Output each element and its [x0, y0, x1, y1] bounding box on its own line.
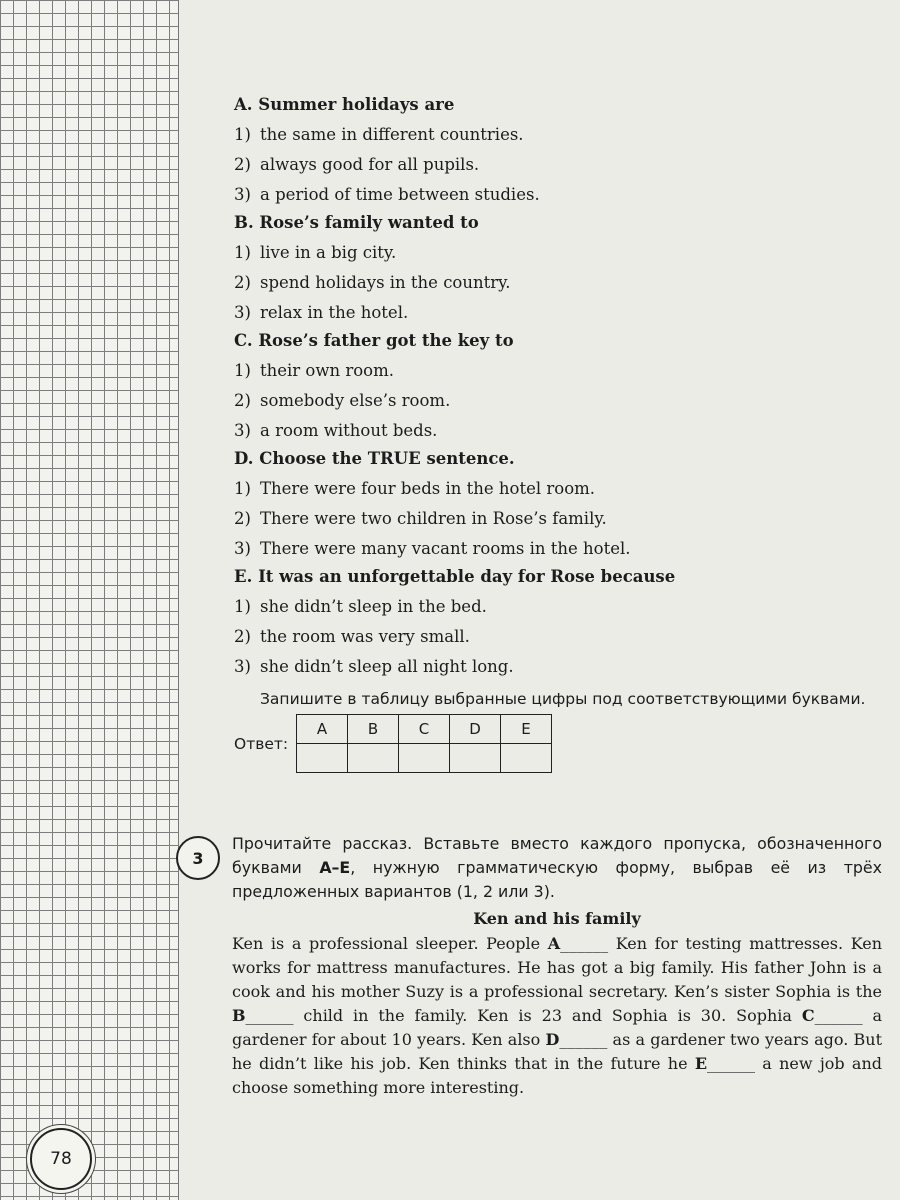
question-a: [234, 92, 880, 210]
option: 2) There were two children in Rose’s family.: [234, 509, 607, 528]
question-heading: E. It was an unforgettable day for Rose because: [234, 567, 676, 586]
gap-d: D: [545, 1030, 560, 1049]
answer-cell[interactable]: [501, 744, 552, 773]
option: 1) the same in different countries.: [234, 125, 524, 144]
answer-row: [234, 714, 880, 773]
answer-header: A: [297, 715, 348, 744]
answer-cell[interactable]: [450, 744, 501, 773]
option: 2) the room was very small.: [234, 627, 470, 646]
story-text: Ken is a professional sleeper. People A______ Ken for testing mattresses. Ken works for mattress manufactures. He has got a big family. His father John is a cook and his mother Suzy is a professional secretary. Ken’s sister Sophia is the B______ child in the family. Ken is 23 and Sophia is 30. Sophia C______ a gardener for about 10 years. Ken also D______ as a gardener two years ago. But he didn’t like his job. Ken thinks that in the future he E______ a new job and choose something more interesting.: [232, 934, 883, 1097]
task-3: [176, 832, 882, 1100]
questions-block: [234, 92, 880, 773]
task-instruction: Прочитайте рассказ. Вставьте вместо каждого пропуска, обозначенного буквами A–E, нужную грамматическую форму, выбрав её из трёх предложенных вариантов (1, 2 или 3).: [232, 834, 882, 901]
question-b: [234, 210, 880, 328]
question-heading: C. Rose’s father got the key to: [234, 331, 514, 350]
question-d: [234, 446, 880, 564]
answer-cell[interactable]: [399, 744, 450, 773]
question-heading: D. Choose the TRUE sentence.: [234, 449, 515, 468]
page-number: 78: [30, 1128, 92, 1190]
gap-e: E: [694, 1054, 708, 1073]
answer-label: Ответ:: [234, 734, 289, 753]
task-number: 3: [176, 836, 220, 880]
option: 3) she didn’t sleep all night long.: [234, 657, 514, 676]
question-heading: A. Summer holidays are: [234, 95, 455, 114]
gap-b: B: [232, 1006, 246, 1025]
answer-table: [296, 714, 552, 773]
gap-a: A: [547, 934, 561, 953]
answer-header: D: [450, 715, 501, 744]
question-c: [234, 328, 880, 446]
option: 2) spend holidays in the country.: [234, 273, 511, 292]
option: 3) a room without beds.: [234, 421, 438, 440]
answer-header: E: [501, 715, 552, 744]
option: 2) always good for all pupils.: [234, 155, 480, 174]
answer-header: C: [399, 715, 450, 744]
table-instruction: Запишите в таблицу выбранные цифры под соответствующими буквами.: [260, 690, 866, 708]
answer-cell[interactable]: [348, 744, 399, 773]
answer-header: B: [348, 715, 399, 744]
option: 1) she didn’t sleep in the bed.: [234, 597, 487, 616]
option: 3) There were many vacant rooms in the hotel.: [234, 539, 631, 558]
gap-c: C: [801, 1006, 815, 1025]
option: 1) live in a big city.: [234, 243, 397, 262]
option: 3) a period of time between studies.: [234, 185, 540, 204]
option: 1) There were four beds in the hotel room.: [234, 479, 596, 498]
question-e: [234, 564, 880, 682]
option: 3) relax in the hotel.: [234, 303, 409, 322]
grid-margin: [0, 0, 179, 1200]
option: 1) their own room.: [234, 361, 395, 380]
option: 2) somebody else’s room.: [234, 391, 451, 410]
question-heading: B. Rose’s family wanted to: [234, 213, 479, 232]
answer-cell[interactable]: [297, 744, 348, 773]
story-title: Ken and his family: [473, 909, 641, 928]
